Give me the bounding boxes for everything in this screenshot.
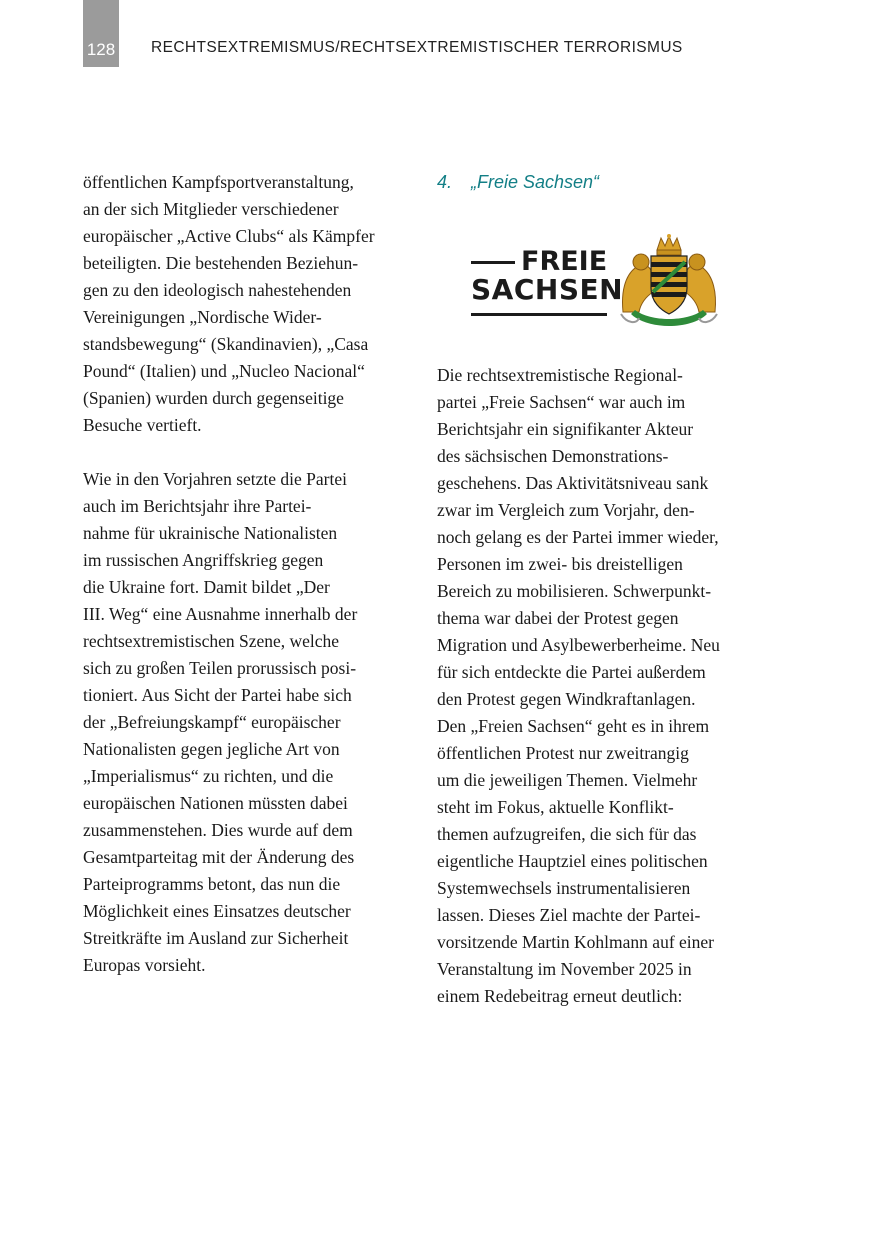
logo-line2: SACHSEN <box>471 273 624 306</box>
text-line: gen zu den ideologisch nahestehenden <box>83 280 352 300</box>
section-heading <box>437 169 767 196</box>
text-line: Den „Freien Sachsen“ geht es in ihrem <box>437 716 710 736</box>
text-line: im russischen Angriffskrieg gegen <box>83 550 324 570</box>
text-line: Streitkräfte im Ausland zur Sicherheit <box>83 928 349 948</box>
text-line: der „Befreiungskampf“ europäischer <box>83 712 341 732</box>
text-line: Besuche vertieft. <box>83 415 202 435</box>
text-line: Veranstaltung im November 2025 in <box>437 959 692 979</box>
text-line: zwar im Vergleich zum Vorjahr, den- <box>437 500 695 520</box>
paragraph-2 <box>83 466 413 979</box>
page-number: 128 <box>83 0 119 67</box>
text-line: noch gelang es der Partei immer wieder, <box>437 527 719 547</box>
text-line: die Ukraine fort. Damit bildet „Der <box>83 577 330 597</box>
freie-sachsen-logo <box>471 232 721 332</box>
logo-wordmark <box>471 246 624 306</box>
text-line: themen aufzugreifen, die sich für das <box>437 824 697 844</box>
text-line: zusammenstehen. Dies wurde auf dem <box>83 820 353 840</box>
text-line: Berichtsjahr ein signifikanter Akteur <box>437 419 694 439</box>
text-line: um die jeweiligen Themen. Vielmehr <box>437 770 698 790</box>
section-body <box>437 362 767 1010</box>
text-line: einem Redebeitrag erneut deutlich: <box>437 986 683 1006</box>
text-line: Vereinigungen „Nordische Wider- <box>83 307 322 327</box>
text-line: III. Weg“ eine Ausnahme innerhalb der <box>83 604 358 624</box>
text-line: Migration und Asylbewerberheime. Neu <box>437 635 720 655</box>
text-line: (Spanien) wurden durch gegenseitige <box>83 388 344 408</box>
text-line: des sächsischen Demonstrations- <box>437 446 669 466</box>
section-title: „Freie Sachsen“ <box>471 172 600 192</box>
text-line: steht im Fokus, aktuelle Konflikt- <box>437 797 674 817</box>
text-line: Personen im zwei- bis dreistelligen <box>437 554 683 574</box>
text-line: vorsitzende Martin Kohlmann auf einer <box>437 932 714 952</box>
text-line: Nationalisten gegen jegliche Art von <box>83 739 340 759</box>
text-line: den Protest gegen Windkraftanlagen. <box>437 689 696 709</box>
text-line: Wie in den Vorjahren setzte die Partei <box>83 469 347 489</box>
text-line: „Imperialismus“ zu richten, und die <box>83 766 334 786</box>
text-line: geschehens. Das Aktivitätsniveau sank <box>437 473 709 493</box>
text-line: europäischer „Active Clubs“ als Kämpfer <box>83 226 375 246</box>
text-line: Europas vorsieht. <box>83 955 206 975</box>
text-line: Pound“ (Italien) und „Nucleo Nacional“ <box>83 361 365 381</box>
text-line: europäischen Nationen müssten dabei <box>83 793 348 813</box>
text-line: Möglichkeit eines Einsatzes deutscher <box>83 901 351 921</box>
logo-line1: FREIE <box>521 246 608 277</box>
paragraph-1 <box>83 169 413 439</box>
text-line: nahme für ukrainische Nationalisten <box>83 523 338 543</box>
text-line: Parteiprogramms betont, das nun die <box>83 874 341 894</box>
text-line: standsbewegung“ (Skandinavien), „Casa <box>83 334 369 354</box>
text-line: auch im Berichtsjahr ihre Partei- <box>83 496 312 516</box>
text-line: partei „Freie Sachsen“ war auch im <box>437 392 686 412</box>
text-line: tioniert. Aus Sicht der Partei habe sich <box>83 685 352 705</box>
text-line: für sich entdeckte die Partei außerdem <box>437 662 706 682</box>
text-line: thema war dabei der Protest gegen <box>437 608 679 628</box>
left-column <box>83 169 413 979</box>
text-line: beteiligten. Die bestehenden Beziehun- <box>83 253 359 273</box>
text-line: öffentlichen Protest nur zweitrangig <box>437 743 689 763</box>
saxon-coat-of-arms-icon <box>617 232 721 332</box>
running-head: RECHTSEXTREMISMUS/RECHTSEXTREMISTISCHER TERRORISMUS <box>151 39 683 56</box>
right-column <box>437 169 767 1010</box>
text-line: Die rechtsextremistische Regional- <box>437 365 683 385</box>
text-line: an der sich Mitglieder verschiedener <box>83 199 339 219</box>
text-line: eigentliche Hauptziel eines politischen <box>437 851 708 871</box>
logo-underline <box>471 313 607 316</box>
text-line: rechtsextremistischen Szene, welche <box>83 631 340 651</box>
logo-dash <box>471 261 515 264</box>
section-number: 4. <box>437 172 453 192</box>
text-line: sich zu großen Teilen prorussisch posi- <box>83 658 357 678</box>
text-line: lassen. Dieses Ziel machte der Partei- <box>437 905 701 925</box>
text-line: öffentlichen Kampfsportveranstaltung, <box>83 172 354 192</box>
text-line: Gesamtparteitag mit der Änderung des <box>83 847 355 867</box>
text-line: Bereich zu mobilisieren. Schwerpunkt- <box>437 581 712 601</box>
paragraph-gap <box>83 439 413 466</box>
text-line: Systemwechsels instrumentalisieren <box>437 878 691 898</box>
